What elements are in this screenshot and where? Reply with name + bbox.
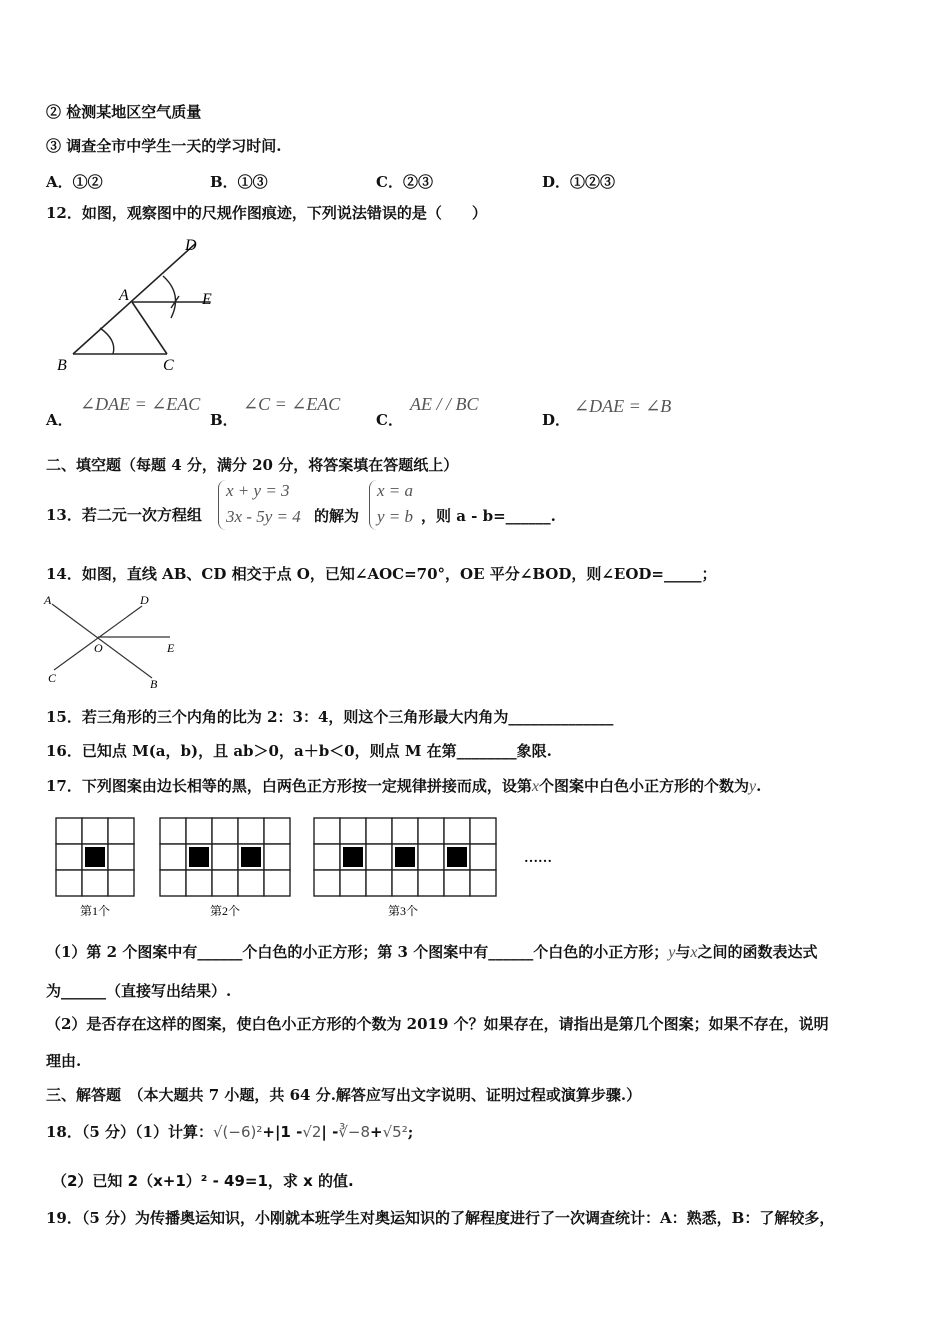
- q17-pattern-3-white-cell: [314, 870, 340, 896]
- q15-stem: 15．若三角形的三个内角的比为 2：3：4，则这个三角形最大内角为______________: [46, 708, 614, 726]
- q17-pattern-1-white-cell: [82, 818, 108, 844]
- q11-item-2: ② 检测某地区空气质量: [46, 103, 202, 121]
- q17-pattern-3-white-cell: [470, 818, 496, 844]
- q17-pattern-1-white-cell: [108, 818, 134, 844]
- q18-semicolon: ;: [407, 1123, 414, 1141]
- q17-pattern-2-white-cell: [212, 818, 238, 844]
- q17-pattern-1-white-cell: [108, 844, 134, 870]
- q17-var-y: y: [749, 778, 757, 795]
- q17-pattern-3-white-cell: [470, 844, 496, 870]
- q17-pattern-3-white-cell: [392, 818, 418, 844]
- q13-solution-1: x = a: [377, 481, 414, 500]
- q17-pattern-2-white-cell: [160, 870, 186, 896]
- q18-one-minus: 1 -: [280, 1123, 303, 1141]
- q17-pattern-3-black-square: [447, 847, 467, 867]
- q12-label-c: C: [163, 357, 174, 374]
- q17-pattern-3-white-cell: [470, 870, 496, 896]
- q14-label-b: B: [150, 677, 158, 690]
- q17-pattern-2-white-cell: [264, 870, 290, 896]
- q17-pattern-2-white-cell: [160, 818, 186, 844]
- q12-label-e: E: [202, 291, 212, 308]
- q17-caption-3: 第3个: [388, 904, 419, 918]
- q17-pattern-3-white-cell: [314, 818, 340, 844]
- q18-plus-abs-open: +|: [262, 1123, 281, 1141]
- q17-pattern-1-white-cell: [56, 870, 82, 896]
- q14-label-o: O: [94, 641, 103, 655]
- q19-stem: 19．（5 分）为传播奥运知识，小刚就本班学生对奥运知识的了解程度进行了一次调查统计：A：熟悉，B：了解较多，: [46, 1209, 835, 1227]
- q18-abs-close-minus: | -: [321, 1123, 339, 1141]
- q17-pattern-2-white-cell: [238, 870, 264, 896]
- q13-solution-system: [369, 478, 421, 534]
- q17-part1-y: y: [668, 944, 676, 961]
- q14-label-d: D: [140, 593, 149, 607]
- q18-expr-sqrt-5-sq: √5²: [382, 1123, 408, 1141]
- q13-stem-post: ，则 a - b=______.: [421, 507, 556, 525]
- q17-pattern-2-white-cell: [186, 818, 212, 844]
- q17-part1-a: （1）第 2 个图案中有______个白色的小正方形；第 3 个图案中有______个白色的小正方形；: [46, 943, 669, 961]
- q12-option-c-math: AE / / BC: [410, 394, 479, 414]
- q17-pattern-2-white-cell: [186, 870, 212, 896]
- q17-pattern-3-white-cell: [366, 818, 392, 844]
- q17-part1-x: x: [690, 944, 698, 961]
- q17-pattern-1-black-square: [85, 847, 105, 867]
- q17-pattern-2-black-square: [189, 847, 209, 867]
- q17-pattern-figure: [50, 812, 570, 924]
- q17-pattern-3-white-cell: [392, 870, 418, 896]
- q17-pattern-3-white-cell: [366, 844, 392, 870]
- q17-pattern-2-white-cell: [212, 870, 238, 896]
- q11-option-c: C．②③: [376, 173, 433, 191]
- q17-part1-b: 之间的函数表达式: [697, 943, 818, 961]
- q12-option-a-letter: A．: [46, 411, 73, 429]
- q18-plus: +: [370, 1123, 383, 1141]
- q17-pattern-3-white-cell: [418, 870, 444, 896]
- q12-construction-figure: [55, 232, 230, 377]
- q17-stem-end: .: [756, 777, 762, 795]
- q12-label-a: A: [119, 287, 129, 304]
- q18-part2: （2）已知 2（x+1）² - 49=1，求 x 的值.: [52, 1172, 354, 1190]
- q17-pattern-3-white-cell: [418, 818, 444, 844]
- q11-item-3: ③ 调查全市中学生一天的学习时间.: [46, 137, 282, 155]
- q17-pattern-3-black-square: [343, 847, 363, 867]
- q18-expr-sqrt-neg6-sq: √(−6)²: [212, 1123, 263, 1141]
- q17-pattern-2-white-cell: [264, 844, 290, 870]
- q18-expr-cbrt-neg8: ∛−8: [338, 1123, 371, 1141]
- q18-part1: [46, 1122, 413, 1142]
- q17-stem-mid: 个图案中白色小正方形的个数为: [539, 777, 750, 795]
- q17-pattern-3-black-square: [395, 847, 415, 867]
- q17-pattern-2-white-cell: [160, 844, 186, 870]
- q17-part1-with: 与: [675, 943, 691, 961]
- q17-pattern-2-white-cell: [238, 818, 264, 844]
- q17-pattern-1-white-cell: [82, 870, 108, 896]
- q12-option-c-letter: C．: [376, 411, 403, 429]
- q17-caption-2: 第2个: [210, 904, 241, 918]
- q17-var-x: x: [531, 778, 539, 795]
- q13-stem-mid: 的解为: [314, 507, 360, 525]
- q17-part2-line2: 理由.: [46, 1052, 82, 1070]
- q14-stem: 14．如图，直线 AB、CD 相交于点 O，已知∠AOC=70°，OE 平分∠BOD，则∠EOD=_____；: [46, 565, 717, 583]
- q17-pattern-2-white-cell: [212, 844, 238, 870]
- q17-part1-line2: 为______（直接写出结果）.: [46, 982, 232, 1000]
- q13-equation-2: 3x - 5y = 4: [226, 507, 301, 526]
- q12-option-d-letter: D．: [542, 411, 571, 429]
- q17-pattern-2-white-cell: [264, 818, 290, 844]
- q13-equation-system: [218, 478, 314, 534]
- q17-caption-1: 第1个: [80, 904, 111, 918]
- q17-stem-pre: 17．下列图案由边长相等的黑，白两色正方形按一定规律拼接而成，设第: [46, 777, 532, 795]
- q17-pattern-2-black-square: [241, 847, 261, 867]
- q12-label-d: D: [185, 237, 197, 254]
- section-3-heading: 三、解答题 （本大题共 7 小题，共 64 分.解答应写出文字说明、证明过程或演算步骤.）: [46, 1086, 642, 1104]
- q12-option-b-letter: B．: [210, 411, 238, 429]
- q12-label-b: B: [57, 357, 67, 374]
- q12-stem: 12．如图，观察图中的尺规作图痕迹，下列说法错误的是（ ）: [46, 204, 487, 222]
- q13-equation-1: x + y = 3: [226, 481, 290, 500]
- q17-pattern-3-white-cell: [314, 844, 340, 870]
- q12-option-b-math: ∠C = ∠EAC: [243, 394, 341, 414]
- q17-pattern-1-white-cell: [56, 818, 82, 844]
- q17-part2-line1: （2）是否存在这样的图案，使白色小正方形的个数为 2019 个？如果存在，请指出是第几个图案；如果不存在，说明: [46, 1015, 829, 1033]
- q14-label-e: E: [167, 641, 175, 655]
- q17-pattern-3-white-cell: [340, 870, 366, 896]
- q11-option-b: B．①③: [210, 173, 268, 191]
- q17-part1-line1: [46, 942, 817, 963]
- q12-option-a-math: ∠DAE = ∠EAC: [80, 394, 201, 414]
- q17-pattern-3-white-cell: [340, 818, 366, 844]
- q13-stem-pre: 13．若二元一次方程组: [46, 506, 202, 524]
- q11-option-a: A．①②: [46, 173, 103, 191]
- q16-stem: 16．已知点 M(a，b)，且 ab＞0，a＋b＜0，则点 M 在第________象限.: [46, 742, 552, 760]
- q12-option-d-math: ∠DAE = ∠B: [574, 396, 672, 416]
- q17-pattern-3-white-cell: [418, 844, 444, 870]
- q17-pattern-1-white-cell: [56, 844, 82, 870]
- q11-option-d: D．①②③: [542, 173, 616, 191]
- q14-intersecting-lines-figure: [40, 590, 190, 690]
- section-2-heading: 二、填空题（每题 4 分，满分 20 分，将答案填在答题纸上）: [46, 456, 459, 474]
- q17-dots: ……: [524, 851, 552, 866]
- q17-pattern-3-white-cell: [444, 818, 470, 844]
- q18-stem-pre: 18．（5 分）（1）计算：: [46, 1123, 213, 1141]
- q17-pattern-3-white-cell: [444, 870, 470, 896]
- q14-label-a: A: [44, 593, 52, 607]
- q17-pattern-1-white-cell: [108, 870, 134, 896]
- q14-label-c: C: [48, 671, 57, 685]
- q17-stem: [46, 776, 761, 797]
- q13-solution-2: y = b: [377, 507, 414, 526]
- q18-expr-sqrt2: √2: [302, 1123, 322, 1141]
- q17-pattern-3-white-cell: [366, 870, 392, 896]
